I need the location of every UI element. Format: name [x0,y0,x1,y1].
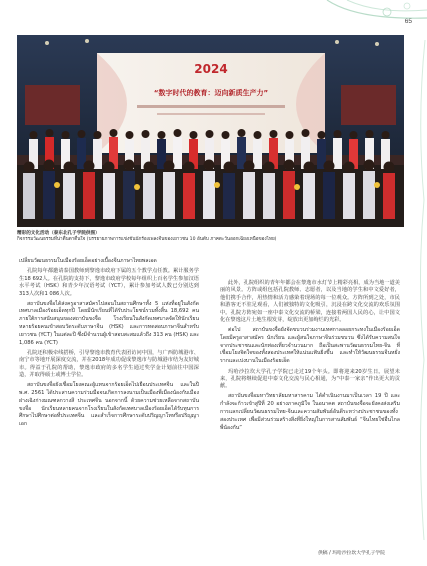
paragraph: สถาบันขงจื่อมหาวิทยาลัยมหาสารคาม ได้ดำเนินงานมาเป็นเวลา 19 ปี และกำลังจะก้าวเข้าสู่ปีที่ 20 อย่างภาคภูมิใจ ในอนาคต สถาบันขงจื่อจะยังคงส่งเสริมการแลกเปลี่ยนวัฒนธรรมไทย-จีนและความสัมพันธ์อันดีระหว่างประชาชนของทั้งสองประเทศ เพื่อมีส่วนร่วมสร้างสิ่งที่ยิ่งใหญ่ในการสานสัมพันธ์ “จีนไทยใช่อื่นไกล พี่น้องกัน” [220,393,400,431]
paragraph: สถาบันขงจื่อได้ส่งครูอาสาสมัครไปสอนในสถานศึกษาทั้ง 5 แห่งที่อยู่ในสังกัดเทศบาลเมืองร้อยเอ็ดทุกปี โดยมีนักเรียนที่ได้รับประโยชน์รวมทั้งสิ้น 18,692 คน ภายใต้การสนับสนุนของสถาบันขงจื่อ โรงเรียนในสังกัดเทศบาลจัดให้นักเรียนหลายร้อยคนเข้าสอบวัดระดับภาษาจีน (HSK) และการทดสอบภาษาจีนสำหรับเยาวชน (YCT) ในแต่ละปี ซึ่งมีจำนวนผู้เข้าสอบสะสมแล้วถึง 313 คน (HSK) และ 1,086 คน (YCT) [19,300,199,346]
banner-year: 2024 [194,62,228,76]
event-photo [17,35,404,227]
paragraph: 孔院还积极牵线搭桥，引导黎逸市教育代表团访问中国，与广西防城港市、南宁市等地开展深度交流，并在2018年成功促成黎逸市与防城港市结为友好城市。得益于孔院的帮助，黎逸市政府的多名学生通过奖学金计划前往中国深造，并取得硕士或博士学位。 [19,349,199,379]
decorative-side-ornament [415,40,427,540]
right-column [220,280,400,435]
page-number: 65 [404,18,412,25]
banner-title: “数字时代的教育：迈向新质生产力” [153,89,269,97]
paragraph: สถาบันขงจื่อยังเชื่อมโยงคณะผู้แทนจากร้อยเอ็ดไปเยือนประเทศจีน และในปี พ.ศ. 2561 ได้ประสานความร่วมมือจนเกิดการลงนามเป็นเมืองพี่เมืองน้องกับเมืองฝางเฉิงก่างมณฑลกวางสี ประเทศจีน นอกจากนี้ ด้วยความช่วยเหลือจากสถาบันขงจื่อ นักเรียนหลายคนจากโรงเรียนในสังกัดเทศบาลเมืองร้อยเอ็ดได้รับทุนการศึกษาไปศึกษาต่อที่ประเทศจีน และสำเร็จการศึกษาระดับปริญญาโทหรือปริญญาเอก [19,382,199,428]
paragraph: ต่อไป สถาบันขงจื่อยังจัดขบวนร่วมงานเทศกาลลอยกระทงในเมืองร้อยเอ็ด โดยมีครูอาสาสมัคร นักเรียน และผู้สนใจภาษาจีนร่วมขบวน ซึ่งได้รับความสนใจจากประชาชนและนักท่องเที่ยวจำนวนมาก ถือเป็นสะพานวัฒนธรรมไทย-จีน ที่เชื่อมโยงจิตใจของทั้งสองประเทศให้แน่นแฟ้นยิ่งขึ้น และทำให้วัฒนธรรมจีนหยั่งรากและเบ่งบานในเมืองร้อยเอ็ด [220,327,400,365]
decorative-corner-ornament [287,0,427,30]
photo-caption [17,231,407,243]
article-credit: 供稿 / 玛哈沙拉坎大学孔子学院 [318,551,386,556]
caption-thai: กิจกรรมวัฒนธรรมที่น่าตื่นตาตื่นใจ (บรรยายภาพการแข่งขันนักร้องเพลงจีนของเยาวชน 10 อันดับ ภาคตะวันออกเฉียงเหนือของไทย) [17,237,277,243]
paragraph: 此外，孔院组织的青年年都会在黎逸市水灯节上精彩亮相，成为当地一道美丽的风景。方阵或组包括孔院教师、志愿者，以及当地的学生和中文爱好者，他们携手合作，用热情和活力感染着现场的每一位观众。方阵所到之处，市民和游客无不驻足观看，人们被独特的文化吸引，沉浸在跨文化交流的欢乐氛围中。孔院方阵宛如一座中泰文化交流的桥梁，连接着两国人民的心，让中国文化在黎逸这片土地生根发芽，绽放出更加绚烂的光彩。 [220,280,400,324]
caption-chinese: 精彩的文化活动（泰东北孔子学院供图） [17,231,100,236]
paragraph: เปลี่ยนวัฒนธรรมในเมืองร้อยเอ็ดอย่างเบื้องจีนภาษาไทยพลเอด [19,258,157,264]
paragraph: 玛哈沙拉坎大学孔子学院已走过19个年头。即将迎来20岁生日。展望未来，孔院将继续促进中泰文化交流与民心相通，为“中泰一家亲”作出更大的贡献。 [220,368,400,390]
paragraph: 孔院每年都邀请泰国教师到黎逸市政府下属的五个教学点任教。累计服务学生18 692人。在孔院的支持下，黎逸市政府学校每年组织上百名学生参加汉语水平考试（HSK）和青少年汉语考试（YCT），累计参加考试人数已分别达到313人次和1 086人次。 [19,268,199,297]
left-column [19,258,199,432]
